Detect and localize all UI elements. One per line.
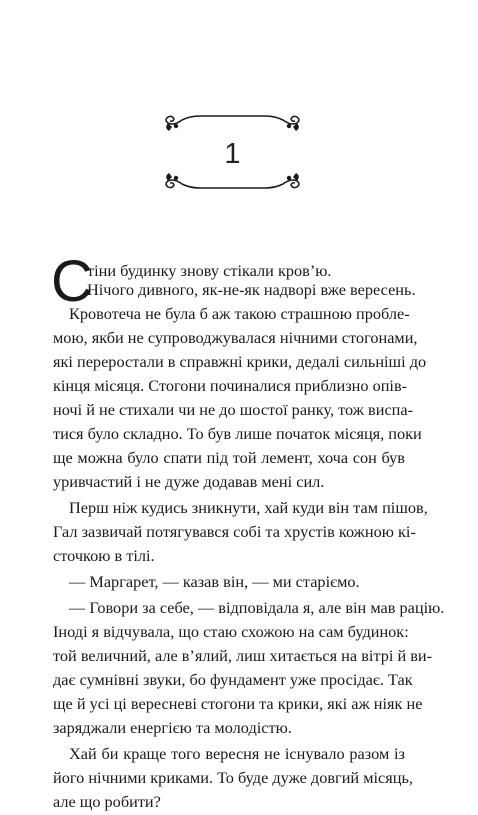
text-line: Хай би краще того вересня не існувало разом із	[69, 744, 405, 763]
text-line: які переростали в справжні крики, дедалі сильніші до	[53, 352, 427, 371]
text-line: Кровотеча не була б аж такою страшною пробле-	[69, 304, 410, 323]
text-line: той величний, але в’ялий, лиш хитається на вітрі й ви-	[53, 646, 433, 665]
text-line: уривчастий і не дуже додавав мені сил.	[53, 472, 325, 491]
text-line: ще можна було спати під той лемент, хоча сон був	[53, 448, 405, 467]
text-line: Іноді я відчувала, що стаю схожою на сам будинок:	[53, 622, 409, 641]
text-line: дає сумнівні звуки, бо фундамент уже просідає. Так	[53, 670, 413, 689]
text-line: Гал зазвичай потягувався собі та хрустів кожною кі-	[53, 522, 416, 541]
text-line: кінця місяця. Стогони починалися приблизно опів-	[53, 376, 408, 395]
text-line: але що робити?	[53, 792, 161, 811]
text-line: заряджали енергією та молодістю.	[53, 718, 292, 737]
text-line: ще й усі ці вересневі стогони та крики, які аж ніяк не	[53, 694, 423, 713]
text-line: ночі й не стихали чи не до шостої ранку, тож виспа-	[53, 400, 414, 419]
text-line: мою, якби не супроводжувалася нічними стогонами,	[53, 328, 418, 347]
top-left-flourish	[166, 116, 182, 131]
drop-cap: С	[51, 249, 93, 314]
bottom-right-flourish	[283, 173, 299, 188]
text-line: тіни будинку знову стікали кров’ю.	[87, 261, 332, 280]
text-line: сточкою в тілі.	[53, 546, 155, 565]
text-line: тися було складно. То був лише початок місяця, поки	[53, 424, 422, 443]
text-line: Нічого дивного, як-не-як надворі вже вересень.	[87, 280, 416, 299]
bottom-left-flourish	[166, 173, 182, 188]
text-line: — Говори за себе, — відповідала я, але він мав рацію.	[69, 598, 445, 617]
text-line: — Маргарет, — казав він, — ми старіємо.	[69, 572, 360, 591]
text-line: Перш ніж кудись зникнути, хай куди він там пішов,	[69, 498, 428, 517]
chapter-heading-frame	[160, 106, 305, 198]
top-right-flourish	[283, 116, 299, 131]
chapter-number: 1	[224, 138, 241, 170]
text-line: його нічними криками. То буде дуже довгий місяць,	[53, 768, 413, 787]
